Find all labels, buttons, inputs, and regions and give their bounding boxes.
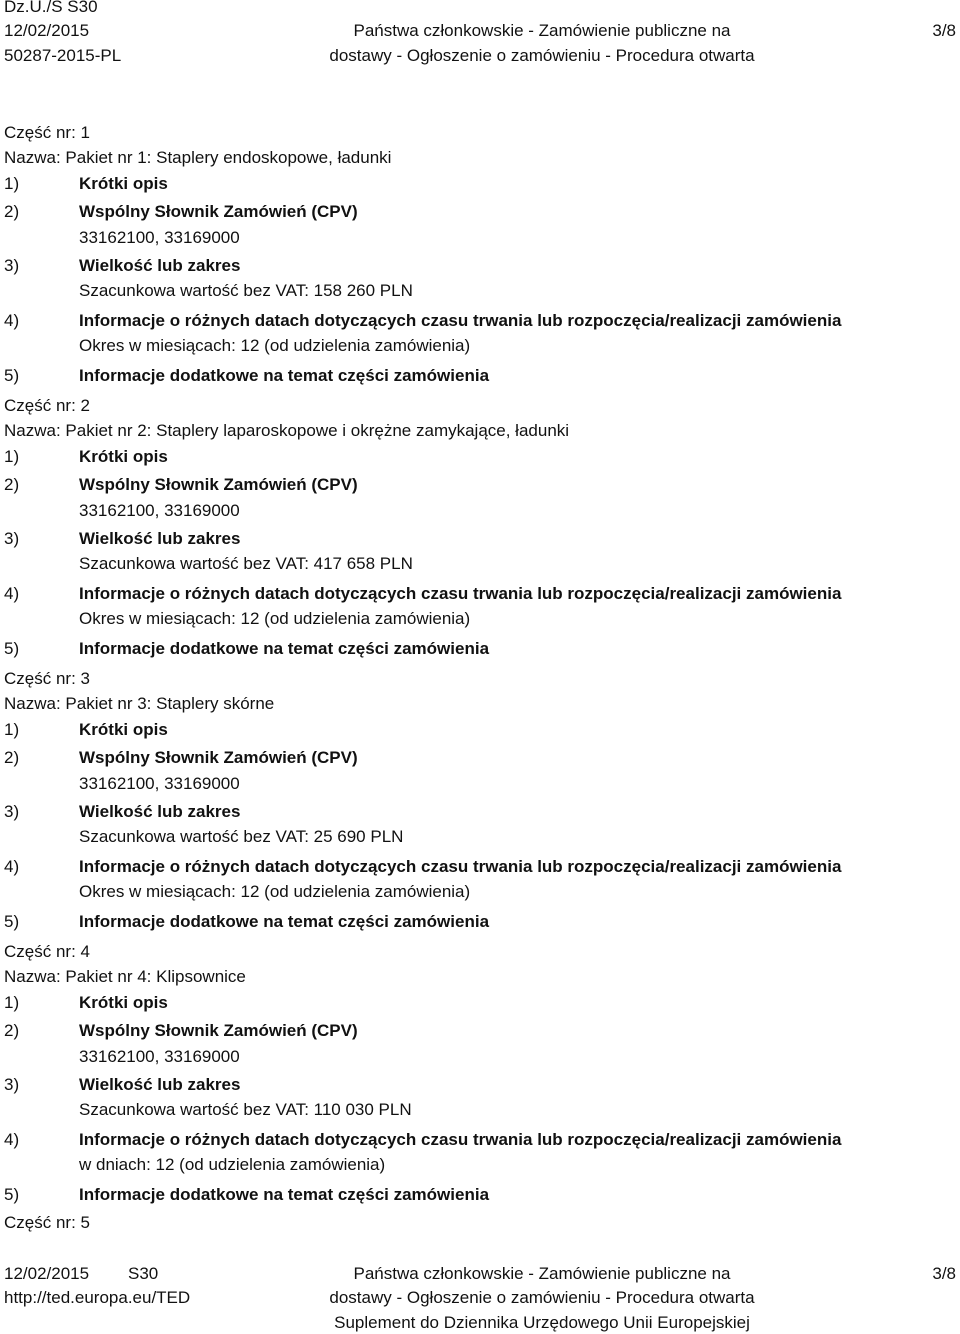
short-description-heading: Krótki opis bbox=[79, 174, 168, 193]
section-1-number: 1) bbox=[4, 720, 20, 739]
section-2-number: 2) bbox=[4, 1021, 20, 1040]
scope-heading: Wielkość lub zakres bbox=[79, 1075, 241, 1094]
short-description-heading: Krótki opis bbox=[79, 720, 168, 739]
additional-info-heading: Informacje dodatkowe na temat części zamówienia bbox=[79, 366, 490, 385]
additional-info-heading: Informacje dodatkowe na temat części zamówienia bbox=[79, 639, 490, 658]
duration: Okres w miesiącach: 12 (od udzielenia zamówienia) bbox=[79, 882, 471, 901]
estimated-value: Szacunkowa wartość bez VAT: 158 260 PLN bbox=[79, 281, 413, 300]
cpv-heading: Wspólny Słownik Zamówień (CPV) bbox=[79, 1021, 358, 1040]
section-5-number: 5) bbox=[4, 912, 20, 931]
section-2-number: 2) bbox=[4, 202, 20, 221]
duration: Okres w miesiącach: 12 (od udzielenia zamówienia) bbox=[79, 336, 471, 355]
section-4-number: 4) bbox=[4, 1130, 20, 1149]
section-5-number: 5) bbox=[4, 366, 20, 385]
estimated-value: Szacunkowa wartość bez VAT: 417 658 PLN bbox=[79, 554, 413, 573]
additional-info-heading: Informacje dodatkowe na temat części zamówienia bbox=[79, 912, 490, 931]
section-3-number: 3) bbox=[4, 1075, 20, 1094]
dates-heading: Informacje o różnych datach dotyczących czasu trwania lub rozpoczęcia/realizacji zamówienia bbox=[79, 584, 842, 603]
part-label: Część nr: 4 bbox=[4, 942, 90, 961]
part-section-2 bbox=[0, 396, 960, 669]
estimated-value: Szacunkowa wartość bez VAT: 110 030 PLN bbox=[79, 1100, 412, 1119]
dates-heading: Informacje o różnych datach dotyczących czasu trwania lub rozpoczęcia/realizacji zamówienia bbox=[79, 311, 842, 330]
section-5-number: 5) bbox=[4, 1185, 20, 1204]
part-section-1 bbox=[0, 123, 960, 396]
footer-date: 12/02/2015 bbox=[4, 1264, 90, 1283]
section-1-number: 1) bbox=[4, 174, 20, 193]
part-label: Część nr: 2 bbox=[4, 396, 90, 415]
short-description-heading: Krótki opis bbox=[79, 447, 168, 466]
part-section-4 bbox=[0, 942, 960, 1215]
section-2-number: 2) bbox=[4, 475, 20, 494]
cpv-codes: 33162100, 33169000 bbox=[79, 501, 240, 520]
header-page-number: 3/8 bbox=[932, 21, 956, 40]
part-name: Nazwa: Pakiet nr 1: Staplery endoskopowe, ładunki bbox=[4, 148, 392, 167]
section-1-number: 1) bbox=[4, 447, 20, 466]
short-description-heading: Krótki opis bbox=[79, 993, 168, 1012]
duration: Okres w miesiącach: 12 (od udzielenia zamówienia) bbox=[79, 609, 471, 628]
cpv-heading: Wspólny Słownik Zamówień (CPV) bbox=[79, 748, 358, 767]
additional-info-heading: Informacje dodatkowe na temat części zamówienia bbox=[79, 1185, 490, 1204]
footer-url[interactable]: http://ted.europa.eu/TED bbox=[4, 1288, 191, 1307]
section-4-number: 4) bbox=[4, 311, 20, 330]
footer-title-line1: Państwa członkowskie - Zamówienie publiczne na bbox=[353, 1264, 731, 1283]
cpv-codes: 33162100, 33169000 bbox=[79, 774, 240, 793]
cpv-heading: Wspólny Słownik Zamówień (CPV) bbox=[79, 202, 358, 221]
cpv-heading: Wspólny Słownik Zamówień (CPV) bbox=[79, 475, 358, 494]
part-label-trailing: Część nr: 5 bbox=[4, 1213, 90, 1232]
part-section-3 bbox=[0, 669, 960, 942]
part-label: Część nr: 1 bbox=[4, 123, 90, 142]
section-5-number: 5) bbox=[4, 639, 20, 658]
header-title-line2: dostawy - Ogłoszenie o zamówieniu - Procedura otwarta bbox=[329, 46, 755, 65]
footer-page-number: 3/8 bbox=[932, 1264, 956, 1283]
section-4-number: 4) bbox=[4, 857, 20, 876]
cpv-codes: 33162100, 33169000 bbox=[79, 228, 240, 247]
part-name: Nazwa: Pakiet nr 3: Staplery skórne bbox=[4, 694, 275, 713]
footer-title-line3: Suplement do Dziennika Urzędowego Unii Europejskiej bbox=[334, 1313, 750, 1332]
section-2-number: 2) bbox=[4, 748, 20, 767]
scope-heading: Wielkość lub zakres bbox=[79, 529, 241, 548]
section-3-number: 3) bbox=[4, 256, 20, 275]
scope-heading: Wielkość lub zakres bbox=[79, 256, 241, 275]
section-1-number: 1) bbox=[4, 993, 20, 1012]
section-3-number: 3) bbox=[4, 802, 20, 821]
section-3-number: 3) bbox=[4, 529, 20, 548]
estimated-value: Szacunkowa wartość bez VAT: 25 690 PLN bbox=[79, 827, 404, 846]
part-name: Nazwa: Pakiet nr 4: Klipsownice bbox=[4, 967, 246, 986]
duration: w dniach: 12 (od udzielenia zamówienia) bbox=[79, 1155, 386, 1174]
part-label: Część nr: 3 bbox=[4, 669, 90, 688]
journal-reference: Dz.U./S S30 bbox=[4, 0, 98, 16]
cpv-codes: 33162100, 33169000 bbox=[79, 1047, 240, 1066]
header-date: 12/02/2015 bbox=[4, 21, 90, 40]
header-title-line1: Państwa członkowskie - Zamówienie publiczne na bbox=[353, 21, 731, 40]
dates-heading: Informacje o różnych datach dotyczących czasu trwania lub rozpoczęcia/realizacji zamówienia bbox=[79, 857, 842, 876]
document-id: 50287-2015-PL bbox=[4, 46, 122, 65]
scope-heading: Wielkość lub zakres bbox=[79, 802, 241, 821]
dates-heading: Informacje o różnych datach dotyczących czasu trwania lub rozpoczęcia/realizacji zamówienia bbox=[79, 1130, 842, 1149]
section-4-number: 4) bbox=[4, 584, 20, 603]
footer-title-line2: dostawy - Ogłoszenie o zamówieniu - Procedura otwarta bbox=[329, 1288, 755, 1307]
footer-series: S30 bbox=[128, 1264, 159, 1283]
part-name: Nazwa: Pakiet nr 2: Staplery laparoskopowe i okrężne zamykające, ładunki bbox=[4, 421, 570, 440]
